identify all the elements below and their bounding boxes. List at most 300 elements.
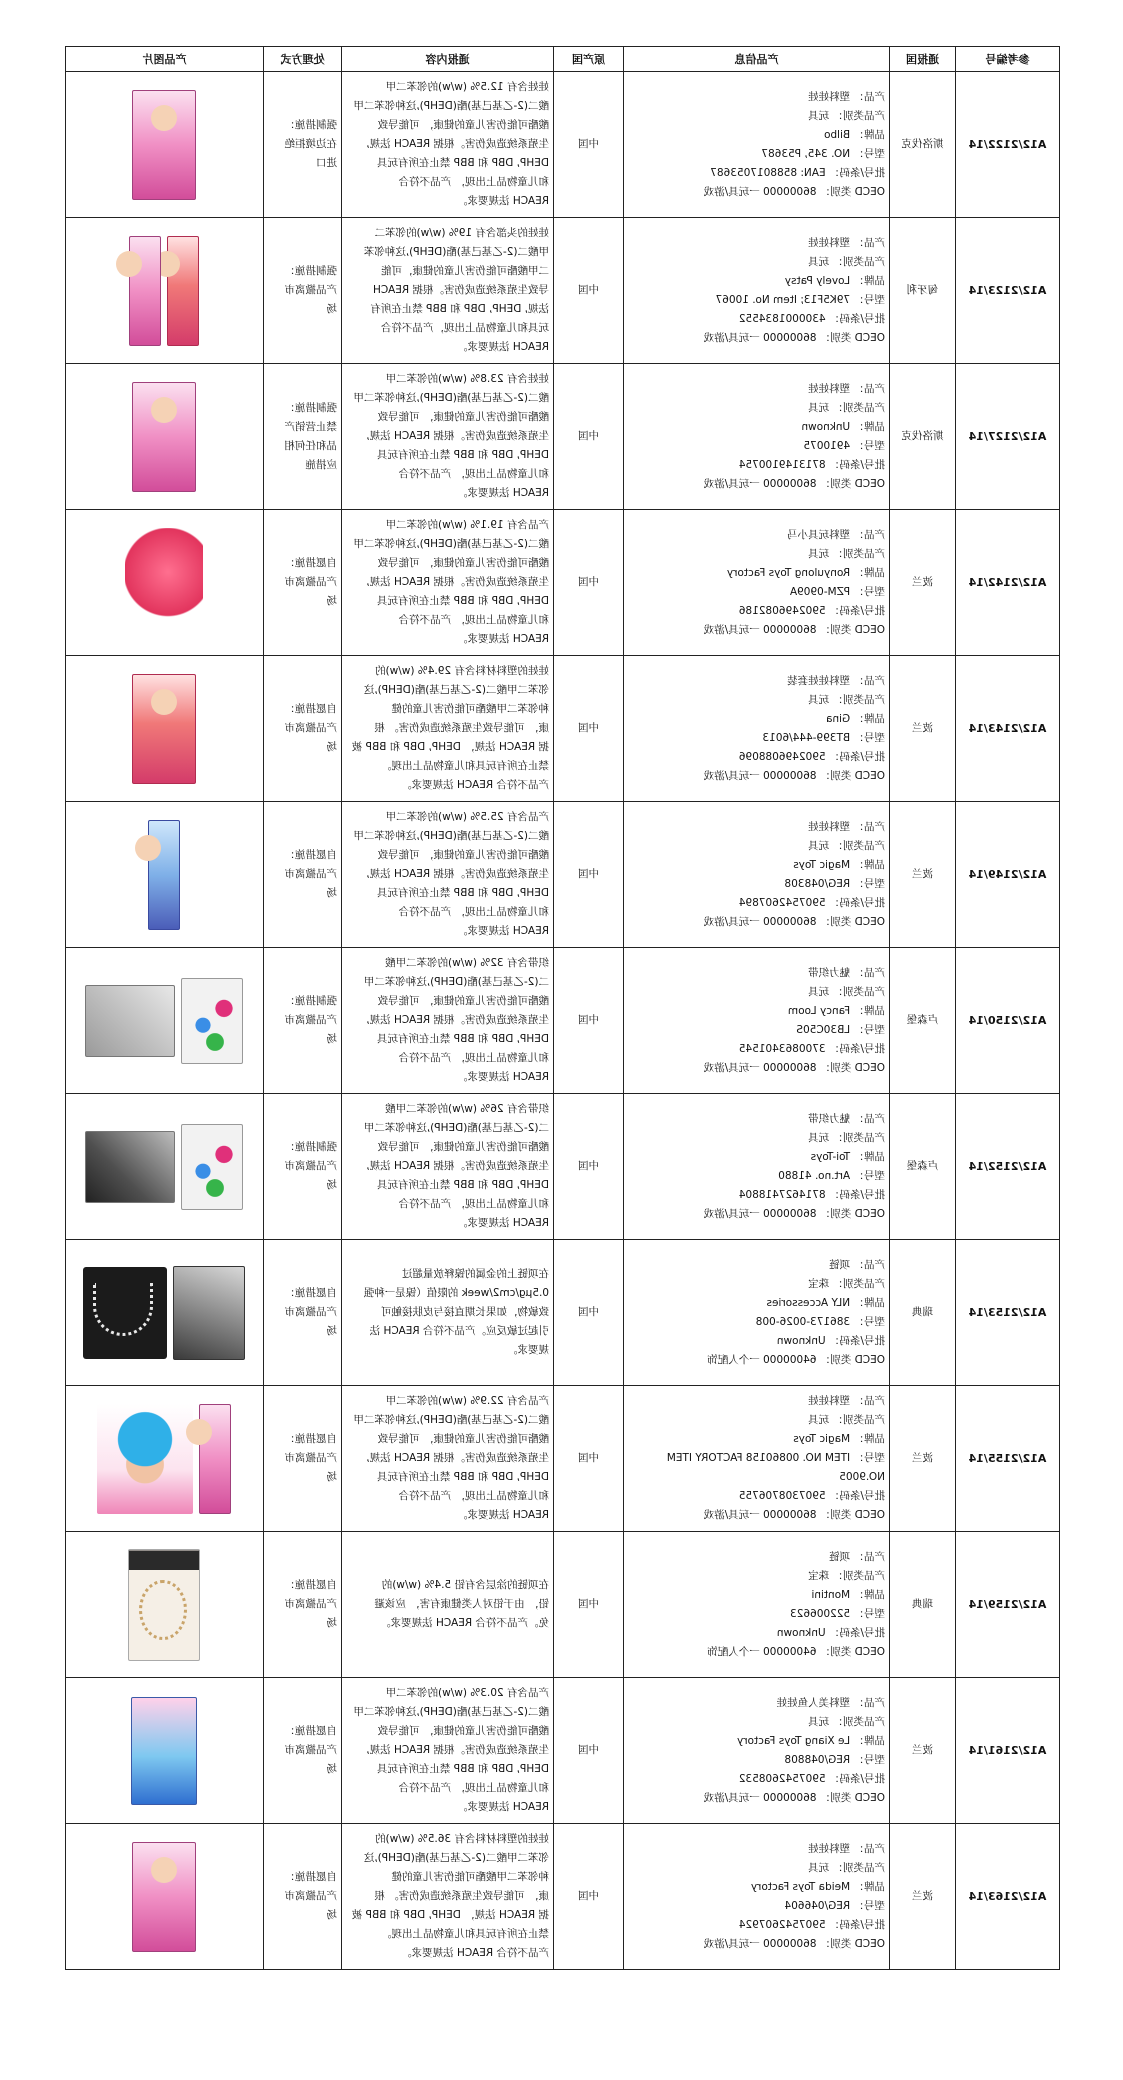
notification-content-line: 据 REACH 法规， DEHP, DBP 和 BBP 被 [351,1909,549,1921]
notification-content-line: 和儿童物品上出现， 产品不符合 [398,1782,549,1794]
measure-line: 禁止营销产 [284,420,337,433]
measure-cell [264,802,342,948]
product-info-line: OECD 类别： 64000000 一个人配饰 [707,1645,885,1658]
measure-line: 场 [326,1325,337,1337]
product-info-cell [624,510,890,656]
notification-content-line: 酸酯可能伤害儿童的健康， 可能导致 [377,119,549,131]
product-info-cell [624,948,890,1094]
notification-content-line: DEHP, DBP 和 BBP 禁止在所有玩具 [377,887,549,899]
product-info-cell [624,218,890,364]
measure-line: 产品撤离市 [284,1744,337,1756]
ref-number-cell: A12/2123/14 [956,218,1060,364]
header-image: 产品图片 [66,47,264,72]
notifying-country-cell: 波兰 [890,802,956,948]
origin-country-cell: 中国 [554,948,624,1094]
product-info-line: NO.9005 [839,1471,885,1483]
product-info-cell [624,1240,890,1386]
origin-country-cell: 中国 [554,1240,624,1386]
table-row [66,1240,1060,1386]
product-info-line: 产品： 魅力织带 [808,1112,885,1125]
notification-content-line: 生殖系统造成伤害。根据 REACH 法规, [366,430,549,442]
product-photo [98,1404,194,1514]
ref-number-cell: A12/2155/14 [956,1386,1060,1532]
measure-line: 产品撤离市 [284,1014,337,1026]
notification-content-line: 酸酯可能伤害儿童的健康， 可能导致 [377,1433,549,1445]
notification-content-line: 种邻苯二甲酸酯可能伤害儿童的健 [391,1871,549,1883]
product-image-cell [66,72,264,218]
notifying-country-cell: 波兰 [890,1824,956,1970]
notification-content-line: 和儿童物品上出现， 产品不符合 [398,1052,549,1064]
measure-line: 场 [326,1033,337,1045]
table-row [66,218,1060,364]
product-photo [126,528,204,638]
product-info-line: 品牌： Unknown [801,420,885,433]
product-info-line: 批号/条码： Unknown [776,1334,885,1347]
product-info-line: 型号： REG/048808 [784,1753,885,1766]
ref-number-cell: A12/2149/14 [956,802,1060,948]
notification-content-line: 酸酯可能伤害儿童的健康， 可能导致 [377,849,549,861]
measure-line: 应措施 [305,458,337,471]
measure-cell [264,1240,342,1386]
notification-content-line: 规要求。 [507,1344,549,1356]
product-photo [149,820,181,930]
product-info-line: OECD 类别： 86000000 一玩具/游戏 [703,1207,885,1220]
product-info-line: 产品： 塑料娃娃 [808,1842,885,1855]
measure-line: 自愿措施： [284,1725,337,1737]
header-ref: 参考编号 [956,47,1060,72]
product-info-line: 型号： PZM-0909A [789,585,885,598]
measure-line: 场 [326,595,337,607]
origin-country-cell: 中国 [554,1824,624,1970]
measure-cell [264,1386,342,1532]
notification-content-line: 娃娃的头部含有 19% (w/w)的邻苯二 [374,227,549,239]
notification-content-line: 在项链的涂层含有铅 5.4% (w/w)的 [381,1579,549,1591]
table-row [66,1532,1060,1678]
origin-country-cell: 中国 [554,510,624,656]
measure-line: 场 [326,1617,337,1629]
measure-line: 产品撤离市 [284,1598,337,1610]
product-info-line: 产品： 项链 [829,1550,885,1563]
notification-content-line: 铅， 由于铅对人类健康有害， 应该避 [374,1598,549,1610]
notification-content-line: 酸酯可能伤害儿童的健康， 可能导致 [377,1141,549,1153]
product-info-line: OECD 类别： 86000000 一玩具/游戏 [703,477,885,490]
product-info-line: 产品： 塑料娃娃 [808,820,885,833]
notification-content-line: DEHP, DBP 和 BBP 禁止在所有玩具 [377,157,549,169]
notifying-country-cell: 波兰 [890,656,956,802]
product-image-cell [66,1824,264,1970]
product-photo [84,1267,168,1359]
product-photo [168,236,200,346]
header-measure: 处理方式 [264,47,342,72]
notification-content-line: 织带含有 32% (w/w)的邻苯二甲酸 [385,957,549,969]
notifying-country-cell: 波兰 [890,1386,956,1532]
notification-content-line: 导致生殖系统造成伤害。根据 REACH [373,284,549,296]
product-image-cell [66,1240,264,1386]
notification-content-line: 引起过敏反应。产品不符合 REACH 法 [369,1325,549,1337]
notification-content-line: 玩具和儿童物品上出现，产品不符合 [381,322,549,334]
measure-line: 强制措施： [284,1141,337,1153]
notification-content-line: 酸酯可能伤害儿童的健康， 可能导致 [377,1725,549,1737]
product-info-line: 产品类别： 玩具 [808,1715,885,1728]
measure-line: 强制措施： [284,119,337,131]
product-image-cell [66,510,264,656]
ref-number-cell: A12/2152/14 [956,1094,1060,1240]
product-photo [133,90,197,200]
product-info-cell [624,364,890,510]
notification-content-line: 酸二(2-乙基己基)酯(DEHP),这种邻苯二甲 [353,100,549,112]
measure-line: 场 [326,303,337,315]
measure-line: 产品撤离市 [284,868,337,880]
header-country: 通报国 [890,47,956,72]
notification-content-cell [342,1532,554,1678]
product-info-cell [624,802,890,948]
notification-content-cell [342,802,554,948]
product-photo [182,978,244,1064]
ref-number-cell: A12/2142/14 [956,510,1060,656]
table-row [66,802,1060,948]
product-info-line: 批号/条码： Unknown [776,1626,885,1639]
notification-content-line: 和儿童物品上出现， 产品不符合 [398,1490,549,1502]
ref-number-cell: A12/2161/14 [956,1678,1060,1824]
product-image-cell [66,1532,264,1678]
product-info-line: 批号/条码： 5907542608532 [738,1772,885,1785]
notification-content-line: REACH 法规要求。 [457,487,549,499]
product-info-line: 产品类别： 珠宝 [808,1569,885,1582]
measure-line: 自愿措施： [284,1433,337,1445]
product-info-line: 品牌： NLY Accessories [766,1296,885,1309]
notification-content-line: 致敏物，如果长期直接与皮肤接触可 [381,1306,549,1318]
product-info-cell [624,72,890,218]
notification-content-line: 产品不符合 REACH 法规要求。 [401,779,549,791]
product-info-cell [624,1094,890,1240]
table-row [66,1678,1060,1824]
product-info-line: 产品类别： 玩具 [808,839,885,852]
notification-content-line: 生殖系统造成伤害。根据 REACH 法规, [366,868,549,880]
notification-content-line: 生殖系统造成伤害。根据 REACH 法规, [366,1452,549,1464]
measure-line: 场 [326,1179,337,1191]
product-info-line: 品牌： Le Xiang Toys Factory [737,1734,885,1747]
product-info-cell [624,656,890,802]
product-info-line: 产品类别： 玩具 [808,1861,885,1874]
notifying-country-cell: 瑞典 [890,1240,956,1386]
table-row [66,364,1060,510]
notification-content-line: 酸二(2-乙基己基)酯(DEHP),这种邻苯二甲 [353,538,549,550]
notification-content-line: REACH 法规要求。 [457,1071,549,1083]
product-image-cell [66,656,264,802]
notification-content-line: DEHP, DBP 和 BBP 禁止在所有玩具 [377,1471,549,1483]
notification-content-line: REACH 法规要求。 [457,1801,549,1813]
notification-content-line: 二(2-乙基己基)酯(DEHP),这种邻苯二甲 [363,1122,549,1134]
notification-content-line: 产品含有 22.9% (w/w)的邻苯二甲 [385,1395,549,1407]
product-info-line: 产品类别： 玩具 [808,547,885,560]
product-info-line: 批号/条码： 8714627418804 [738,1188,885,1201]
origin-country-cell: 中国 [554,72,624,218]
notification-content-line: 禁止在所有玩具和儿童物品上出现。 [381,760,549,772]
product-info-line: 型号： ITEM NO. 00860158 FACTORY ITEM [666,1452,885,1464]
measure-line: 产品撤离市 [284,1160,337,1172]
notification-content-line: DEHP, DBP 和 BBP 禁止在所有玩具 [377,595,549,607]
product-info-line: 产品： 塑料玩具小马 [787,528,885,541]
origin-country-cell: 中国 [554,364,624,510]
measure-line: 自愿措施： [284,849,337,861]
notification-content-line: 酸酯可能伤害儿童的健康， 可能导致 [377,557,549,569]
product-info-line: 型号： LB30C50S [796,1023,885,1036]
product-image-cell [66,218,264,364]
product-info-line: 产品： 塑料娃娃 [808,90,885,103]
measure-line: 自愿措施： [284,703,337,715]
notification-content-cell [342,948,554,1094]
product-image-cell [66,1678,264,1824]
product-info-line: OECD 类别： 86000000 一玩具/游戏 [703,1791,885,1804]
notification-content-line: 邻苯二甲酸二(2-乙基己基)酯(DEHP),这 [363,1852,549,1864]
notification-content-line: DEHP, DBP 和 BBP 禁止在所有玩具 [377,1763,549,1775]
measure-line: 场 [326,1471,337,1483]
product-info-line: 产品类别： 玩具 [808,1414,885,1426]
product-photo [133,382,197,492]
product-info-line: 批号/条码： 5907542607894 [738,896,885,909]
notification-content-line: 娃娃含有 23.8% (w/w)的邻苯二甲 [385,373,549,385]
product-info-cell [624,1678,890,1824]
product-info-line: OECD 类别： 86000000 一玩具/游戏 [703,185,885,198]
product-photo [132,1697,198,1805]
notification-content-line: 康， 可能导致生殖系统造成伤害。 根 [374,722,549,734]
table-row [66,1094,1060,1240]
product-info-line: 品牌： Montini [811,1588,885,1601]
measure-line: 自愿措施： [284,1579,337,1591]
product-info-line: 批号/条码： 4300001834552 [738,312,885,325]
notification-content-line: 生殖系统造成伤害。根据 REACH 法规, [366,1160,549,1172]
notification-content-line: 酸二(2-乙基己基)酯(DEHP),这种邻苯二甲 [353,830,549,842]
product-info-line: 品牌： Lovely Patsy [784,274,885,287]
notification-content-cell [342,1386,554,1532]
product-info-line: OECD 类别： 86000000 一玩具/游戏 [703,623,885,636]
notification-content-line: 娃娃含有 12.5% (w/w)的邻苯二甲 [385,81,549,93]
notification-content-line: 在项链上的金属的镍释放量超过 [402,1268,549,1280]
product-photo [182,1124,244,1210]
table-row [66,510,1060,656]
notification-content-line: 产品含有 25.5% (w/w)的邻苯二甲 [385,811,549,823]
notification-content-cell [342,1824,554,1970]
notification-content-line: 0.5μg/cm2/week 的限值（镍是一种强 [363,1287,549,1299]
notification-content-line: 和儿童物品上出现， 产品不符合 [398,468,549,480]
product-photo [86,985,176,1057]
measure-line: 场 [326,1909,337,1921]
measure-line: 产品撤离市 [284,576,337,588]
product-info-line: 品牌： Toi-Toys [810,1150,885,1163]
notifying-country-cell: 瑞典 [890,1532,956,1678]
product-image-cell [66,802,264,948]
header-origin: 原产国 [554,47,624,72]
notification-content-line: 二甲酸酯可能伤害儿童的健康，可能 [381,265,549,277]
origin-country-cell: 中国 [554,1386,624,1532]
notification-content-line: 酸酯可能伤害儿童的健康， 可能导致 [377,411,549,423]
notification-content-line: 种邻苯二甲酸酯可能伤害儿童的健 [391,703,549,715]
product-info-line: 型号： 4910075 [803,439,885,452]
product-photo [133,674,197,784]
notification-content-line: 生殖系统造成伤害。根据 REACH 法规, [366,1744,549,1756]
product-info-line: OECD 类别： 86000000 一玩具/游戏 [703,1937,885,1950]
notification-content-line: 酸二(2-乙基己基)酯(DEHP),这种邻苯二甲 [353,1414,549,1426]
product-info-line: 产品： 魅力织带 [808,966,885,979]
ref-number-cell: A12/2150/14 [956,948,1060,1094]
product-info-line: 品牌： Bilbo [824,128,885,141]
notification-content-line: 酸二(2-乙基己基)酯(DEHP),这种邻苯二甲 [353,392,549,404]
product-info-line: 品牌： Magic Toys [793,1433,885,1445]
origin-country-cell: 中国 [554,1532,624,1678]
notification-content-line: REACH 法规要求。 [457,925,549,937]
measure-line: 自愿措施： [284,557,337,569]
notification-content-line: 娃娃的塑料材料含有 36.5% (w/w)的 [375,1833,549,1845]
product-info-line: 产品： 塑料娃娃套装 [787,674,885,687]
notification-content-line: 和儿童物品上出现， 产品不符合 [398,176,549,188]
product-image-cell [66,364,264,510]
product-info-line: OECD 类别： 86000000 一玩具/游戏 [703,331,885,344]
product-info-line: 产品： 塑料美人鱼娃娃 [776,1696,885,1709]
measure-cell [264,656,342,802]
notification-content-line: REACH 法规要求。 [457,195,549,207]
notification-content-line: 生殖系统造成伤害。根据 REACH 法规, [366,138,549,150]
header-info: 产品信息 [624,47,890,72]
notification-content-line: DEHP, DBP 和 BBP 禁止在所有玩具 [377,449,549,461]
notification-content-cell [342,510,554,656]
notification-content-line: 邻苯二甲酸二(2-乙基己基)酯(DEHP),这 [363,684,549,696]
measure-line: 在边境拒绝 [284,138,337,150]
product-info-line: 品牌： Ronyulong Toys Factory [726,566,885,579]
product-info-line: 型号： 522006623 [790,1607,885,1620]
notification-content-line: 二(2-乙基己基)酯(DEHP),这种邻苯二甲 [363,976,549,988]
product-info-line: OECD 类别： 64000000 一个人配饰 [707,1353,885,1366]
product-info-line: 品牌： Fancy Loom [787,1004,885,1017]
measure-line: 场 [326,887,337,899]
measure-line: 进口 [316,157,337,169]
notification-content-cell [342,1678,554,1824]
product-info-line: 型号： Art.no. 41880 [778,1169,885,1182]
product-photo [200,1404,232,1514]
notification-content-line: 酸二(2-乙基己基)酯(DEHP),这种邻苯二甲 [353,1706,549,1718]
ref-number-cell: A12/2143/14 [956,656,1060,802]
product-info-line: 型号： REG/046604 [784,1899,885,1912]
notification-content-line: 产品含有 20.3% (w/w)的邻苯二甲 [385,1687,549,1699]
notifying-country-cell: 波兰 [890,510,956,656]
notification-content-line: 法规, DEHP, DBP 和 BBP 禁止在所有 [370,303,549,315]
notification-content-line: 和儿童物品上出现， 产品不符合 [398,906,549,918]
notification-content-line: 产品含有 19.1% (w/w)的邻苯二甲 [385,519,549,531]
measure-line: 产品撤离市 [284,1452,337,1464]
product-info-line: 产品： 塑料娃娃 [808,236,885,249]
notification-content-line: 甲酸二(2-乙基己基)酯(DEHP),这种邻苯 [363,246,549,258]
measure-line: 强制措施： [284,265,337,277]
notification-content-line: DEHP, DBP 和 BBP 禁止在所有玩具 [377,1033,549,1045]
product-info-line: 批号/条码： EAN: 8588017053687 [710,166,885,179]
notification-content-line: 免。产品不符合 REACH 法规要求。 [380,1617,549,1629]
notification-content-line: 产品不符合 REACH 法规要求。 [401,1947,549,1959]
product-info-line: 产品类别： 玩具 [808,1131,885,1144]
product-info-line: 产品类别： 玩具 [808,693,885,706]
notification-content-line: REACH 法规要求。 [457,341,549,353]
notification-content-line: 据 REACH 法规， DEHP, DBP 和 BBP 被 [351,741,549,753]
product-info-line: 产品： 塑料娃娃 [808,382,885,395]
origin-country-cell: 中国 [554,1094,624,1240]
product-info-line: 产品： 项链 [829,1258,885,1271]
product-image-cell [66,1094,264,1240]
ref-number-cell: A12/2153/14 [956,1240,1060,1386]
product-info-line: 品牌： Magic Toys [793,858,885,871]
product-info-line: 型号： 79K5F13; Item No. 10067 [715,293,885,306]
ref-number-cell: A12/2159/14 [956,1532,1060,1678]
measure-line: 自愿措施： [284,1287,337,1299]
product-info-line: 批号/条码： 3700863401545 [738,1042,885,1055]
product-info-line: 产品类别： 玩具 [808,109,885,122]
notifying-country-cell: 匈牙利 [890,218,956,364]
measure-line: 场 [326,1763,337,1775]
product-info-cell [624,1532,890,1678]
measure-line: 产品撤离市 [284,284,337,296]
product-info-line: 产品类别： 玩具 [808,255,885,268]
measure-line: 品和任何相 [284,439,337,452]
product-photo [174,1266,246,1360]
product-info-line: 型号： BT399-444/6013 [762,731,885,744]
notifying-country-cell: 波兰 [890,1678,956,1824]
measure-cell [264,1678,342,1824]
measure-cell [264,510,342,656]
product-info-line: 品牌： Gina [826,712,885,725]
table-row [66,656,1060,802]
notification-content-line: 生殖系统造成伤害。根据 REACH 法规, [366,576,549,588]
product-info-line: 批号/条码： 5907542607924 [738,1918,885,1931]
header-content: 通报内容 [342,47,554,72]
measure-line: 场 [326,741,337,753]
measure-cell [264,72,342,218]
product-info-line: 批号/条码： 5902496088096 [738,750,885,763]
product-info-line: 产品类别： 珠宝 [808,1277,885,1290]
rapex-table-wrapper [66,46,1060,1970]
measure-cell [264,364,342,510]
product-photo [130,236,162,346]
notification-content-line: REACH 法规要求。 [457,1509,549,1521]
measure-line: 产品撤离市 [284,1890,337,1902]
product-info-line: 型号： 386173-0026-008 [755,1315,885,1328]
notification-content-line: REACH 法规要求。 [457,633,549,645]
notification-content-line: 和儿童物品上出现， 产品不符合 [398,614,549,626]
measure-cell [264,1094,342,1240]
measure-line: 强制措施： [284,995,337,1007]
origin-country-cell: 中国 [554,218,624,364]
origin-country-cell: 中国 [554,656,624,802]
product-info-line: 产品类别： 玩具 [808,985,885,998]
ref-number-cell: A12/2163/14 [956,1824,1060,1970]
notification-content-line: 酸酯可能伤害儿童的健康， 可能导致 [377,995,549,1007]
table-row [66,72,1060,218]
origin-country-cell: 中国 [554,802,624,948]
notification-content-cell [342,218,554,364]
ref-number-cell: A12/2127/14 [956,364,1060,510]
measure-cell [264,948,342,1094]
notification-content-line: REACH 法规要求。 [457,1217,549,1229]
notification-content-cell [342,1240,554,1386]
product-photo [133,1842,197,1952]
product-info-cell [624,1824,890,1970]
product-info-cell [624,1386,890,1532]
product-image-cell [66,1386,264,1532]
notification-content-line: DEHP, DBP 和 BBP 禁止在所有玩具 [377,1179,549,1191]
product-info-line: OECD 类别： 86000000 一玩具/游戏 [703,1509,885,1521]
notification-content-cell [342,364,554,510]
notification-content-cell [342,656,554,802]
notifying-country-cell: 卢森堡 [890,948,956,1094]
product-info-line: 批号/条码： 5902496082186 [738,604,885,617]
table-row [66,948,1060,1094]
notification-content-line: 禁止在所有玩具和儿童物品上出现。 [381,1928,549,1940]
